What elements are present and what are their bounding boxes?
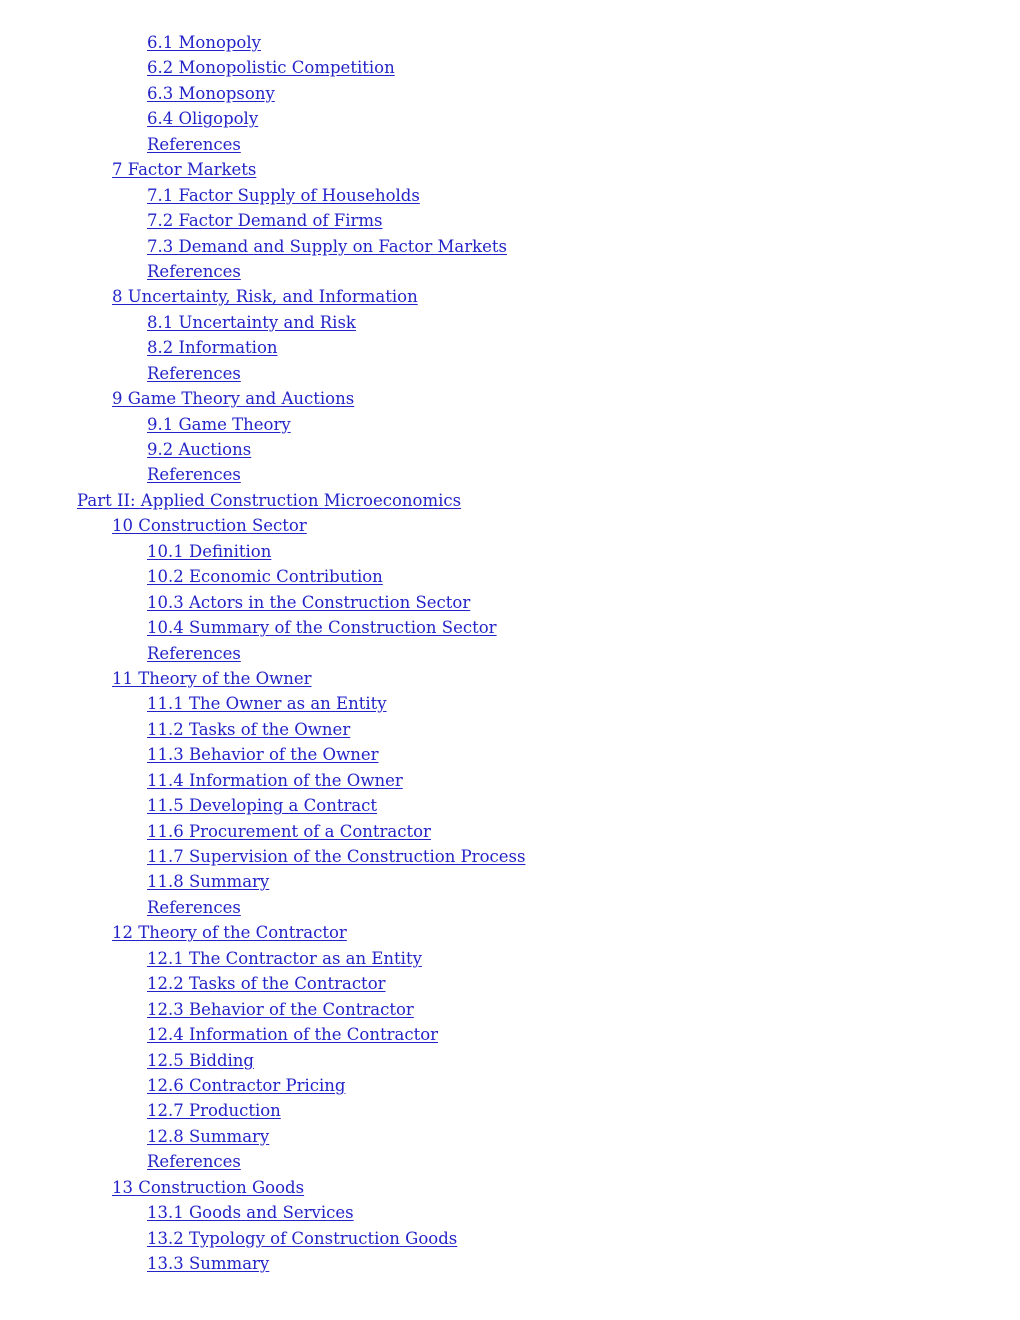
toc-section-item bbox=[0, 1251, 1020, 1276]
toc-section-item bbox=[0, 30, 1020, 55]
toc-link[interactable]: 13.3 Summary bbox=[147, 1254, 270, 1273]
toc-section-item bbox=[0, 106, 1020, 131]
toc-link[interactable]: References bbox=[147, 363, 241, 383]
toc-link[interactable]: 10.4 Summary of the Construction Sector bbox=[147, 618, 497, 638]
toc-section-item bbox=[0, 615, 1020, 640]
toc-section-item bbox=[0, 590, 1020, 615]
toc-section-item bbox=[0, 564, 1020, 589]
toc-section-item bbox=[0, 768, 1020, 793]
toc-link[interactable]: 9 Game Theory and Auctions bbox=[112, 389, 355, 409]
toc-link[interactable]: 12.4 Information of the Contractor bbox=[147, 1025, 439, 1045]
toc-section-item bbox=[0, 641, 1020, 666]
toc-section-item bbox=[0, 539, 1020, 564]
toc-section-item bbox=[0, 844, 1020, 869]
toc-link[interactable]: 6.2 Monopolistic Competition bbox=[147, 58, 395, 78]
toc-chapter-item bbox=[0, 386, 1020, 411]
toc-chapter-item bbox=[0, 666, 1020, 691]
toc-section-item bbox=[0, 793, 1020, 818]
toc-link[interactable]: 12.8 Summary bbox=[147, 1126, 270, 1146]
toc-link[interactable]: References bbox=[147, 261, 241, 281]
toc-section-item bbox=[0, 1022, 1020, 1047]
toc-link[interactable]: 11.8 Summary bbox=[147, 872, 270, 892]
toc-chapter-item bbox=[0, 920, 1020, 945]
toc-link[interactable]: 13.1 Goods and Services bbox=[147, 1203, 354, 1223]
toc-link[interactable]: 11.4 Information of the Owner bbox=[147, 770, 403, 790]
toc-link[interactable]: 12.1 The Contractor as an Entity bbox=[147, 948, 422, 968]
toc-section-item bbox=[0, 208, 1020, 233]
toc-link[interactable]: 8.2 Information bbox=[147, 338, 278, 358]
toc-link[interactable]: 8.1 Uncertainty and Risk bbox=[147, 312, 356, 332]
toc-link[interactable]: 11.2 Tasks of the Owner bbox=[147, 719, 351, 739]
toc-section-item bbox=[0, 1200, 1020, 1225]
toc-link[interactable]: 8 Uncertainty, Risk, and Information bbox=[112, 287, 418, 307]
toc-link[interactable]: 10.2 Economic Contribution bbox=[147, 567, 383, 587]
toc-link[interactable]: References bbox=[147, 1152, 241, 1172]
toc-link[interactable]: 12.6 Contractor Pricing bbox=[147, 1075, 346, 1095]
toc-link[interactable]: 11.1 The Owner as an Entity bbox=[147, 694, 387, 714]
table-of-contents bbox=[0, 30, 1020, 1276]
toc-link[interactable]: 12 Theory of the Contractor bbox=[112, 923, 347, 943]
toc-link[interactable]: Part II: Applied Construction Microeconomics bbox=[77, 490, 462, 510]
toc-section-item bbox=[0, 335, 1020, 360]
toc-section-item bbox=[0, 691, 1020, 716]
toc-section-item bbox=[0, 869, 1020, 894]
toc-section-item bbox=[0, 1048, 1020, 1073]
toc-section-item bbox=[0, 1149, 1020, 1174]
toc-section-item bbox=[0, 132, 1020, 157]
toc-link[interactable]: 6.4 Oligopoly bbox=[147, 109, 259, 129]
toc-link[interactable]: References bbox=[147, 465, 241, 485]
toc-link[interactable]: 10.3 Actors in the Construction Sector bbox=[147, 592, 471, 612]
toc-section-item bbox=[0, 1124, 1020, 1149]
toc-link[interactable]: 10.1 Definition bbox=[147, 541, 272, 561]
toc-chapter-item bbox=[0, 284, 1020, 309]
toc-link[interactable]: 9.2 Auctions bbox=[147, 440, 252, 459]
toc-section-item bbox=[0, 1226, 1020, 1251]
toc-section-item bbox=[0, 437, 1020, 462]
toc-link[interactable]: 7.2 Factor Demand of Firms bbox=[147, 211, 383, 231]
toc-link[interactable]: References bbox=[147, 643, 241, 663]
toc-section-item bbox=[0, 462, 1020, 487]
toc-link[interactable]: 11.7 Supervision of the Construction Process bbox=[147, 847, 526, 866]
toc-section-item bbox=[0, 183, 1020, 208]
toc-section-item bbox=[0, 259, 1020, 284]
toc-link[interactable]: 6.1 Monopoly bbox=[147, 33, 261, 52]
toc-link[interactable]: 13 Construction Goods bbox=[112, 1177, 305, 1197]
toc-section-item bbox=[0, 361, 1020, 386]
toc-link[interactable]: 12.3 Behavior of the Contractor bbox=[147, 999, 414, 1019]
toc-link[interactable]: 10 Construction Sector bbox=[112, 516, 307, 536]
toc-section-item bbox=[0, 1073, 1020, 1098]
toc-section-item bbox=[0, 81, 1020, 106]
toc-section-item bbox=[0, 946, 1020, 971]
toc-section-item bbox=[0, 742, 1020, 767]
toc-link[interactable]: 7 Factor Markets bbox=[112, 160, 257, 180]
toc-link[interactable]: 11.6 Procurement of a Contractor bbox=[147, 821, 431, 841]
toc-section-item bbox=[0, 819, 1020, 844]
toc-link[interactable]: 11 Theory of the Owner bbox=[112, 668, 312, 688]
toc-link[interactable]: 11.3 Behavior of the Owner bbox=[147, 745, 379, 765]
toc-section-item bbox=[0, 895, 1020, 920]
toc-section-item bbox=[0, 717, 1020, 742]
toc-link[interactable]: 6.3 Monopsony bbox=[147, 83, 275, 103]
toc-link[interactable]: 12.7 Production bbox=[147, 1101, 281, 1121]
toc-link[interactable]: 9.1 Game Theory bbox=[147, 414, 291, 434]
toc-link[interactable]: References bbox=[147, 134, 241, 154]
toc-section-item bbox=[0, 412, 1020, 437]
toc-chapter-item bbox=[0, 157, 1020, 182]
toc-section-item bbox=[0, 971, 1020, 996]
toc-part-item bbox=[0, 488, 1020, 513]
toc-link[interactable]: 11.5 Developing a Contract bbox=[147, 796, 378, 816]
toc-link[interactable]: 12.5 Bidding bbox=[147, 1050, 254, 1070]
toc-section-item bbox=[0, 234, 1020, 259]
toc-section-item bbox=[0, 997, 1020, 1022]
toc-chapter-item bbox=[0, 1175, 1020, 1200]
toc-section-item bbox=[0, 1098, 1020, 1123]
toc-link[interactable]: 12.2 Tasks of the Contractor bbox=[147, 974, 386, 994]
toc-chapter-item bbox=[0, 513, 1020, 538]
toc-section-item bbox=[0, 310, 1020, 335]
toc-link[interactable]: 7.3 Demand and Supply on Factor Markets bbox=[147, 236, 507, 256]
toc-section-item bbox=[0, 55, 1020, 80]
toc-link[interactable]: References bbox=[147, 897, 241, 917]
toc-link[interactable]: 13.2 Typology of Construction Goods bbox=[147, 1228, 458, 1248]
toc-link[interactable]: 7.1 Factor Supply of Households bbox=[147, 185, 420, 205]
